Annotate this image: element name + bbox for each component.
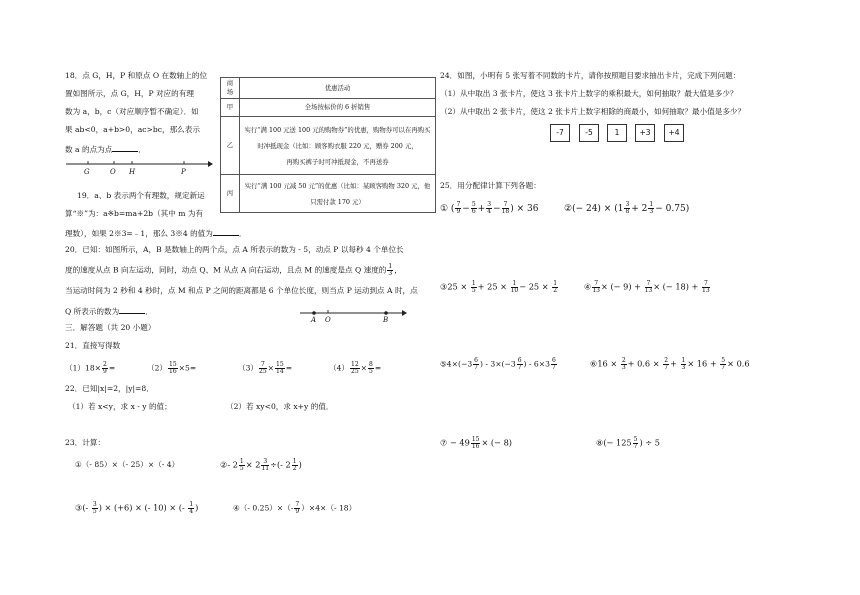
q24-line: 24．如图，小明有 5 张写着不同数的卡片，请你按照题目要求抽出卡片，完成下列问题： — [440, 71, 741, 80]
table-cell: 甲 — [221, 99, 240, 117]
q18-line: 果 ab<0，a+b>0，ac>bc，那么表示 — [65, 125, 200, 134]
table-cell: 全场按标价的 6 折销售 — [240, 99, 436, 117]
q25-expr: ③25 × $\frac{1}{5}$ + 25 × $\frac{1}{10}$ − 25 × $\frac{1}{2}$ — [440, 280, 558, 294]
q22-part: （2）若 xy<0，求 x+y 的值． — [226, 402, 334, 411]
table-cell: 乙 — [221, 117, 240, 175]
q25-expr: ⑥16 × $\frac{2}{3}$ + 0.6 × $\frac{2}{7}$ + $\frac{1}{3}$ × 16 + $\frac{5}{7}$ × 0.6 — [590, 357, 750, 371]
q24-line: （1）从中取出 3 张卡片，使这 3 张卡片上数字的乘积最大，如何抽取？最大值是多少？ — [440, 89, 738, 98]
number-card: 1 — [607, 124, 627, 142]
answer-blank — [119, 305, 145, 314]
q19-line: 算“※”为：a※b=ma+2b（其中 m 为有 — [65, 209, 204, 218]
q25-expr: ④ $\frac{7}{13}$ × (− 9) + $\frac{7}{13}$ × (− 18) + $\frac{7}{13}$ — [584, 280, 710, 294]
number-card: -7 — [550, 124, 570, 142]
axis-label-h: H — [129, 168, 136, 176]
q23-expr: ②- 2 $\frac{1}{5}$ × 2 $\frac{3}{11}$ ÷(- 2 $\frac{1}{2}$ ) — [220, 458, 302, 472]
q18-line: 18．点 G，H，P 和原点 O 在数轴上的位 — [65, 71, 208, 80]
q23-expr: ①（- 85）×（- 25）×（- 4） — [75, 460, 180, 469]
q19-line: 19．a、b 表示两个有理数，规定新运 — [77, 191, 205, 200]
q21-item: （3） $\frac{7}{25}$ × $\frac{15}{14}$ = — [238, 361, 293, 375]
q23-expr: ④（- 0.25）×（- $\frac{7}{9}$ ）×4×（- 18） — [233, 501, 357, 515]
number-card: +4 — [664, 124, 684, 142]
q24-line: （2）从中取出 2 张卡片，使这 2 张卡片上数字相除的商最小，如何抽取？最小值是多少？ — [440, 107, 746, 116]
q23-expr: ③(- $\frac{3}{5}$ ) × (+6) × (- 10) × (- $\frac{1}{4}$ ) — [75, 501, 199, 515]
number-card: -5 — [579, 124, 599, 142]
q22-part: （1）若 x<y，求 x - y 的值； — [68, 402, 172, 411]
q25-expr: ⑧(− 125 $\frac{5}{7}$ ) ÷ 5 — [596, 436, 660, 450]
answer-blank — [112, 143, 138, 152]
q20-line: 当运动时间为 2 秒和 4 秒时，点 M 和点 P 之间的距离都是 6 个单位长度，则当点 P 运动到点 A 时，点 — [65, 286, 418, 295]
q19-line: 理数），如果 2※3=﹣1，那么 3※4 的值为 ． — [65, 229, 247, 238]
q25-title: 25．用分配律计算下列各题： — [440, 181, 541, 190]
table-cell: 实行“满 100 元送 100 元的购物券”的优惠，购物券可以在再购买 时冲抵现金（比如：顾客购衣服 220 元，赠券 200 元， 再购买裤子时可冲抵现金，不再送券 — [240, 117, 436, 175]
q20-line: Q 所表示的数为 ． — [65, 307, 153, 316]
axis-label-a: A — [311, 316, 317, 324]
q18-line: 置如图所示，点 G，H，P 对应的有理 — [65, 89, 194, 98]
table-cell: 丙 — [221, 175, 240, 213]
axis-label-o: O — [110, 168, 116, 176]
q21-title: 21．直接写得数 — [65, 341, 121, 350]
q18-line: 数 a 的点为点 ． — [65, 145, 146, 154]
section-heading: 三．解答题（共 20 小题） — [65, 323, 156, 332]
q21-item: （2） $\frac{15}{16}$ ×5= — [147, 361, 197, 375]
axis-label-p: P — [181, 168, 186, 176]
q22-title: 22．已知|x|=2，|y|=8． — [65, 384, 154, 393]
q21-item: （4） $\frac{12}{25}$ × $\frac{8}{5}$ = — [329, 361, 382, 375]
q25-expr: ① ( $\frac{7}{9}$ − $\frac{5}{6}$ + $\frac{3}{4}$ − $\frac{7}{18}$ ) × 36 — [440, 201, 539, 215]
axis-label-b: B — [383, 316, 389, 324]
table-cell: 实行“满 100 元减 50 元”的优惠（比如：某顾客购物 320 元，他 只需付款 170 元） — [240, 175, 436, 213]
table-header: 优惠活动 — [240, 78, 436, 99]
promotion-table — [220, 77, 436, 213]
q23-title: 23．计算： — [65, 438, 106, 447]
table-header: 商场 — [221, 78, 240, 99]
number-card: +3 — [635, 124, 655, 142]
answer-blank — [213, 227, 239, 236]
q20-line: 20．已知：如图所示，A，B 是数轴上的两个点，点 A 所表示的数为 - 5，动点 P 以每秒 4 个单位长 — [65, 245, 404, 254]
q21-item: （1）18× $\frac{2}{9}$ = — [65, 361, 116, 375]
q25-expr: ⑦ − 49 $\frac{15}{16}$ × (− 8) — [440, 436, 512, 450]
q25-expr: ②(− 24) × (1 $\frac{3}{8}$ + 2 $\frac{1}{3}$ − 0.75) — [564, 201, 690, 215]
q20-line: 度的速度从点 B 向左运动，同时，动点 Q、M 从点 A 向右运动，且点 M 的速度是点 Q 速度的 $\frac{1}{3}$ ， — [65, 263, 402, 277]
q25-expr: ⑤4×(−3 $\frac{6}{7}$ ) - 3×(−3 $\frac{6}{7}$ ) - 6×3 $\frac{6}{7}$ — [440, 357, 556, 371]
axis-label-g: G — [84, 168, 90, 176]
q18-line: 数为 a，b，c（对应顺序暂不确定）．如 — [65, 107, 199, 116]
axis-label-o: O — [325, 316, 331, 324]
